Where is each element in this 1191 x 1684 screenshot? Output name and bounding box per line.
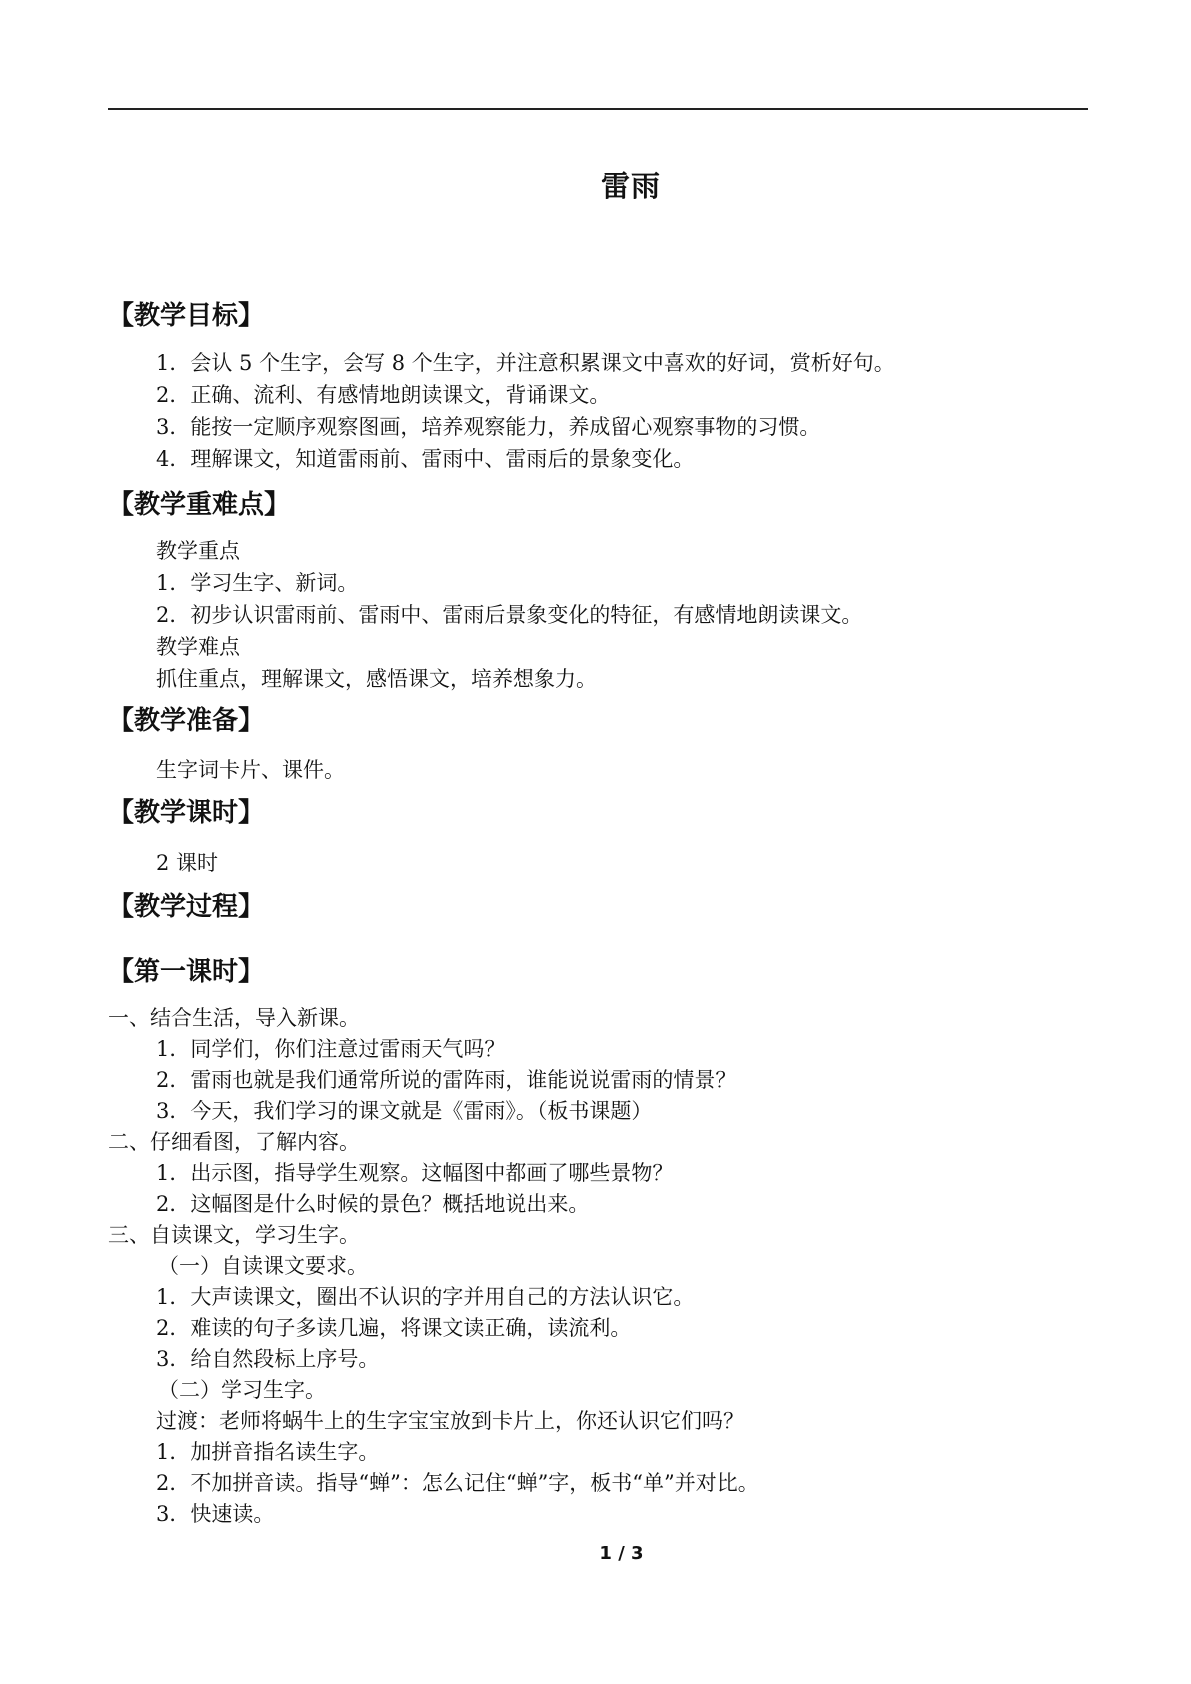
lesson-line: 1．大声读课文，圈出不认识的字并用自己的方法认识它。 [156,1285,695,1309]
lesson-line: 3．快速读。 [156,1502,275,1526]
lesson-step: 一、结合生活，导入新课。 [108,1006,360,1030]
heading-preparation: 【教学准备】 [108,706,265,736]
heading-key-points: 【教学重难点】 [108,490,291,520]
lesson-line: 3．给自然段标上序号。 [156,1347,380,1371]
lesson-step: 三、自读课文，学习生字。 [108,1223,360,1247]
key-points-line: 抓住重点，理解课文，感悟课文，培养想象力。 [156,667,597,691]
heading-lesson-1: 【第一课时】 [108,957,265,987]
key-points-line: 教学难点 [156,635,240,659]
preparation-text: 生字词卡片、课件。 [156,758,345,782]
lesson-line: 1．同学们，你们注意过雷雨天气吗？ [156,1037,506,1061]
lesson-line: 过渡：老师将蜗牛上的生字宝宝放到卡片上，你还认识它们吗？ [156,1409,744,1433]
lesson-line: 1．出示图，指导学生观察。这幅图中都画了哪些景物？ [156,1161,674,1185]
lesson-subheading: （一）自读课文要求。 [158,1254,368,1278]
objective-item: 3．能按一定顺序观察图画，培养观察能力，养成留心观察事物的习惯。 [156,415,821,439]
lesson-line: 1．加拼音指名读生字。 [156,1440,380,1464]
header-rule [108,108,1088,110]
key-points-line: 1．学习生字、新词。 [156,571,359,595]
lesson-line: 2．雷雨也就是我们通常所说的雷阵雨，谁能说说雷雨的情景？ [156,1068,737,1092]
lesson-line: 3．今天，我们学习的课文就是《雷雨》。（板书课题） [156,1099,653,1123]
lesson-line: 2．这幅图是什么时候的景色？概括地说出来。 [156,1192,590,1216]
hours-text: 2 课时 [156,851,219,875]
objective-item: 1．会认 5 个生字，会写 8 个生字，并注意积累课文中喜欢的好词，赏析好句。 [156,351,895,375]
key-points-line: 2．初步认识雷雨前、雷雨中、雷雨后景象变化的特征，有感情地朗读课文。 [156,603,863,627]
key-points-line: 教学重点 [156,539,240,563]
page-number: 1 / 3 [599,1543,644,1564]
objective-item: 2．正确、流利、有感情地朗读课文，背诵课文。 [156,383,611,407]
document-title: 雷雨 [600,169,661,203]
lesson-step: 二、仔细看图，了解内容。 [108,1130,360,1154]
lesson-line: 2．不加拼音读。指导“蝉”：怎么记住“蝉”字，板书“单”并对比。 [156,1471,759,1495]
lesson-line: 2．难读的句子多读几遍，将课文读正确，读流利。 [156,1316,632,1340]
lesson-subheading: （二）学习生字。 [158,1378,326,1402]
heading-process: 【教学过程】 [108,892,265,922]
heading-objectives: 【教学目标】 [108,301,265,331]
heading-hours: 【教学课时】 [108,798,265,828]
objective-item: 4．理解课文，知道雷雨前、雷雨中、雷雨后的景象变化。 [156,447,695,471]
